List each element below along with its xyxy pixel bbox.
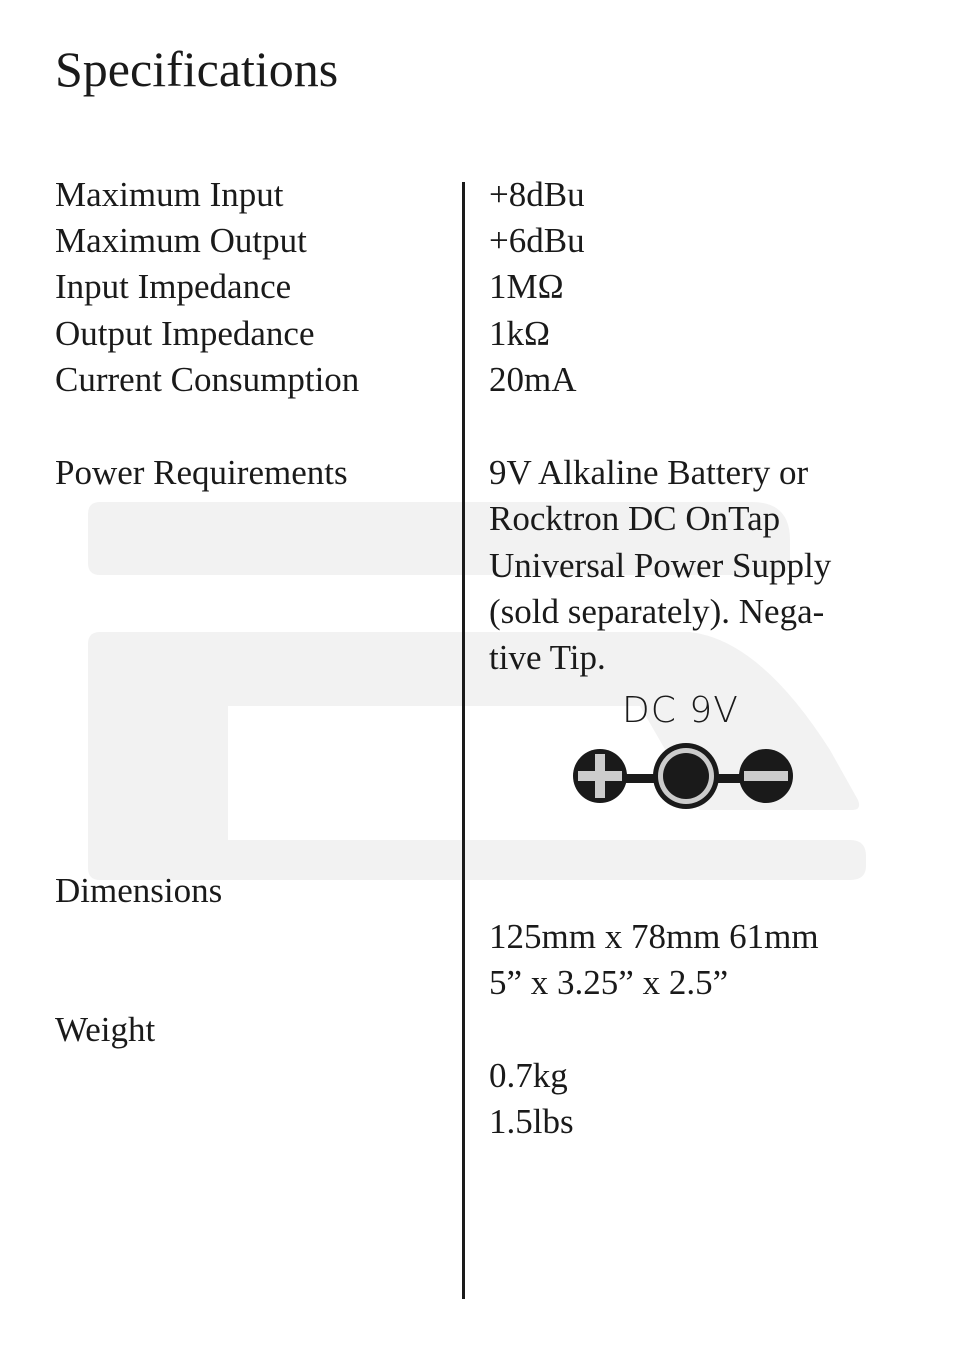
dc-9v-label: DC 9V — [622, 690, 739, 731]
spec-value-power-line-2: Rocktron DC OnTap — [489, 499, 781, 538]
negative-terminal-icon — [739, 749, 793, 803]
spec-value-power-line-3: Universal Power Supply — [489, 546, 832, 585]
spec-label-output-impedance: Output Impedance — [55, 314, 315, 353]
spec-label-max-output: Maximum Output — [55, 221, 307, 260]
spec-value-dimensions-metric: 125mm x 78mm 61mm — [489, 917, 819, 956]
spec-value-input-impedance: 1MΩ — [489, 267, 564, 306]
spec-value-weight-metric: 0.7kg — [489, 1056, 568, 1095]
spec-value-power-line-5: tive Tip. — [489, 638, 606, 677]
spec-value-dimensions-imperial: 5” x 3.25” x 2.5” — [489, 963, 729, 1002]
spec-label-max-input: Maximum Input — [55, 175, 284, 214]
spec-label-weight: Weight — [55, 1010, 156, 1049]
spec-value-max-input: +8dBu — [489, 175, 585, 214]
spec-label-current: Current Consumption — [55, 360, 360, 399]
page-title: Specifications — [55, 41, 339, 97]
spec-value-power-line-1: 9V Alkaline Battery or — [489, 453, 809, 492]
spec-value-max-output: +6dBu — [489, 221, 585, 260]
positive-terminal-icon — [573, 749, 627, 803]
center-pin-icon — [653, 743, 719, 809]
spec-value-weight-imperial: 1.5lbs — [489, 1102, 574, 1141]
polarity-diagram — [568, 738, 800, 818]
spec-value-power-line-4: (sold separately). Nega- — [489, 592, 825, 631]
spec-label-dimensions: Dimensions — [55, 871, 223, 910]
column-divider — [462, 182, 465, 1299]
spec-label-power: Power Requirements — [55, 453, 348, 492]
spec-value-current: 20mA — [489, 360, 577, 399]
spec-value-output-impedance: 1kΩ — [489, 314, 551, 353]
spec-label-input-impedance: Input Impedance — [55, 267, 292, 306]
